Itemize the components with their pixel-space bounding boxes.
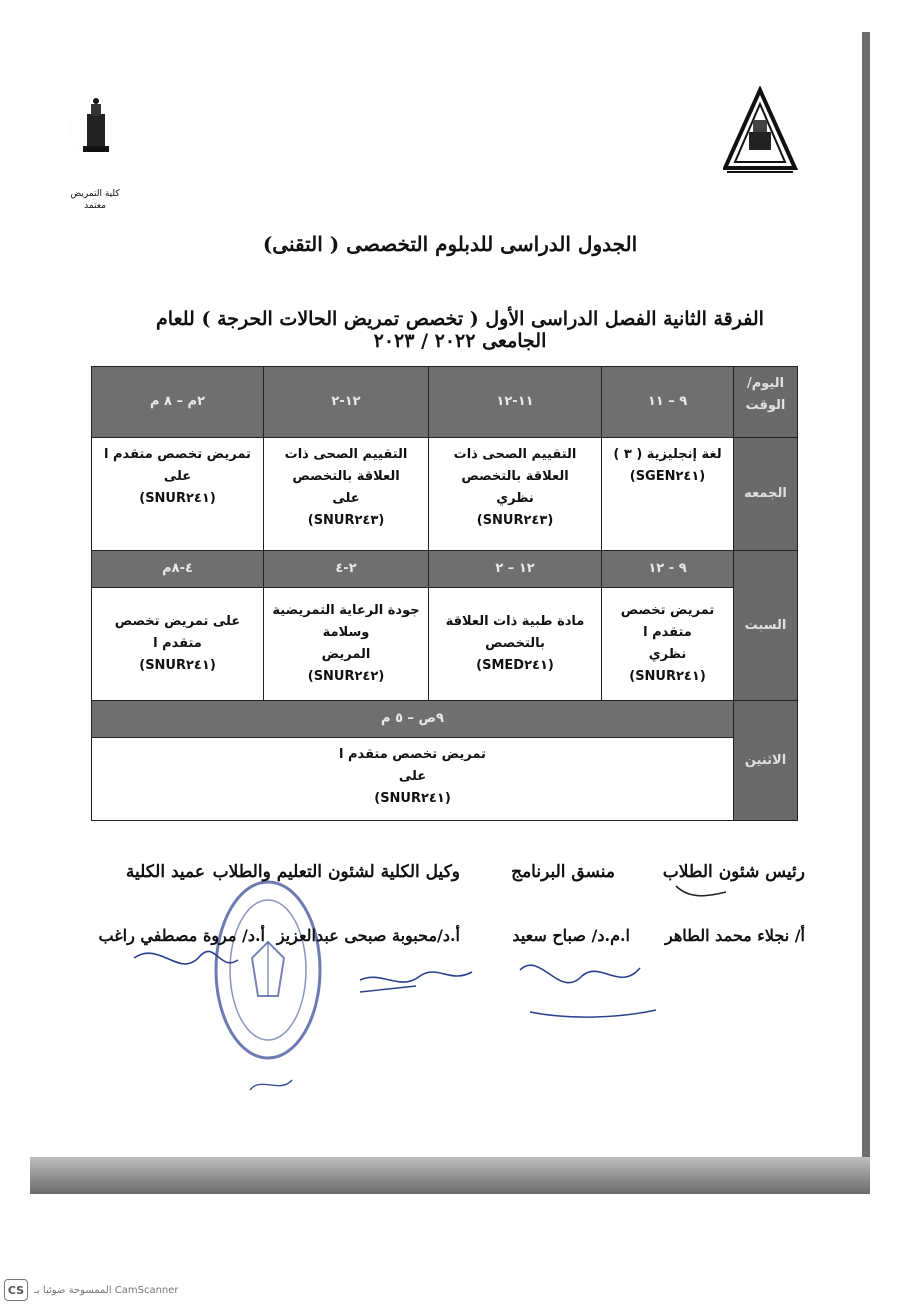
page-subtitle: الفرقة الثانية الفصل الدراسى الأول ( تخصص تمريض الحالات الحرجة ) للعام الجامعى ٢٠٢٢ / ٢٠٢٣ (156, 308, 764, 352)
time-header: ١١-١٢ (429, 367, 602, 438)
camscanner-text: الممسوحة ضوئيا بـ CamScanner (34, 1284, 179, 1296)
course-code: (SNUR٢٤١) (139, 658, 216, 673)
course-name: مادة طبية ذات العلاقة بالتخصص (445, 614, 585, 651)
signature-name: ا.م.د/ صباح سعيد (512, 926, 630, 945)
course-name: جودة الرعاية التمريضية وسلامة (272, 603, 420, 640)
faculty-logo (65, 88, 125, 178)
logo-caption-line: كلية التمريض (70, 189, 120, 199)
course-name: التقييم الصحى ذات العلاقة بالتخصص (284, 447, 408, 484)
camscanner-watermark (4, 1278, 179, 1302)
schedule-cell (264, 588, 429, 701)
course-name: التقييم الصحى ذات العلاقة بالتخصص (453, 447, 577, 484)
time-header: ٢-٤ (264, 551, 429, 588)
schedule-cell (92, 438, 264, 551)
page-title: الجدول الدراسى للدبلوم التخصصى ( التقنى) (262, 232, 638, 256)
course-name: تمريض تخصص متقدم ا (620, 603, 715, 640)
day-label-monday: الاثنين (734, 701, 798, 821)
course-code: (SNUR٢٤٢) (307, 669, 385, 684)
course-name-cont: المريض (321, 647, 371, 662)
course-type: نظري (496, 491, 534, 506)
day-label-saturday: السبت (734, 551, 798, 701)
signature-names (98, 926, 805, 956)
signature-title: وكيل الكلية لشئون التعليم والطلاب (212, 862, 460, 882)
corner-header: اليوم/الوقت (734, 367, 798, 438)
schedule-cell (264, 438, 429, 551)
schedule-cell (92, 738, 734, 821)
schedule-cell (92, 588, 264, 701)
time-header: ٤-٨م (92, 551, 264, 588)
course-name: تمريض تخصص متقدم ا (339, 747, 486, 762)
course-name: لغة إنجليزية ( ٣ ) (613, 447, 722, 462)
signature-name: أ/ نجلاء محمد الطاهر (665, 926, 805, 945)
signature-title: رئيس شئون الطلاب (662, 862, 805, 882)
course-code: (SNUR٢٤١) (139, 491, 216, 506)
schedule-cell (429, 588, 602, 701)
course-code: (SMED٢٤١) (476, 658, 554, 673)
schedule-cell (602, 438, 734, 551)
signature-titles (115, 862, 805, 892)
schedule-table (91, 366, 798, 821)
course-type: على (398, 769, 427, 784)
logo-caption (60, 188, 130, 212)
time-header: ١٢ – ٢ (429, 551, 602, 588)
time-header: ٩ص – ٥ م (92, 701, 734, 738)
day-label-friday: الجمعه (734, 438, 798, 551)
signature-name: أ.د/محبوبة صبحى عبدالعزيز (276, 926, 460, 945)
course-code: (SGEN٢٤١) (629, 469, 706, 484)
time-header: ٩ - ١٢ (602, 551, 734, 588)
time-header: ٩ – ١١ (602, 367, 734, 438)
signature-title: منسق البرنامج (511, 862, 615, 882)
scan-shadow (30, 1157, 870, 1194)
course-code: (SNUR٢٤٣) (307, 513, 385, 528)
course-code: (SNUR٢٤١) (374, 791, 451, 806)
course-code: (SNUR٢٤١) (629, 669, 706, 684)
logo-caption-line: معتمد (84, 201, 106, 211)
schedule-cell (602, 588, 734, 701)
schedule-cell (429, 438, 602, 551)
scan-shadow (862, 32, 870, 1194)
course-type: على (332, 491, 360, 506)
course-name: تمريض تخصص متقدم ا (104, 447, 251, 462)
signature-title: عميد الكلية (125, 862, 205, 882)
camscanner-icon: CS (4, 1279, 28, 1301)
course-code: (SNUR٢٤٣) (476, 513, 554, 528)
time-header: ١٢-٢ (264, 367, 429, 438)
course-name: على تمريض تخصص متقدم ا (114, 614, 241, 651)
course-type: على (163, 469, 192, 484)
university-logo (723, 86, 798, 176)
course-type: نظري (648, 647, 687, 662)
signature-name: أ.د/ مروة مصطفي راغب (98, 926, 265, 945)
handwritten-signatures (120, 880, 800, 1100)
time-header: ٢م – ٨ م (92, 367, 264, 438)
